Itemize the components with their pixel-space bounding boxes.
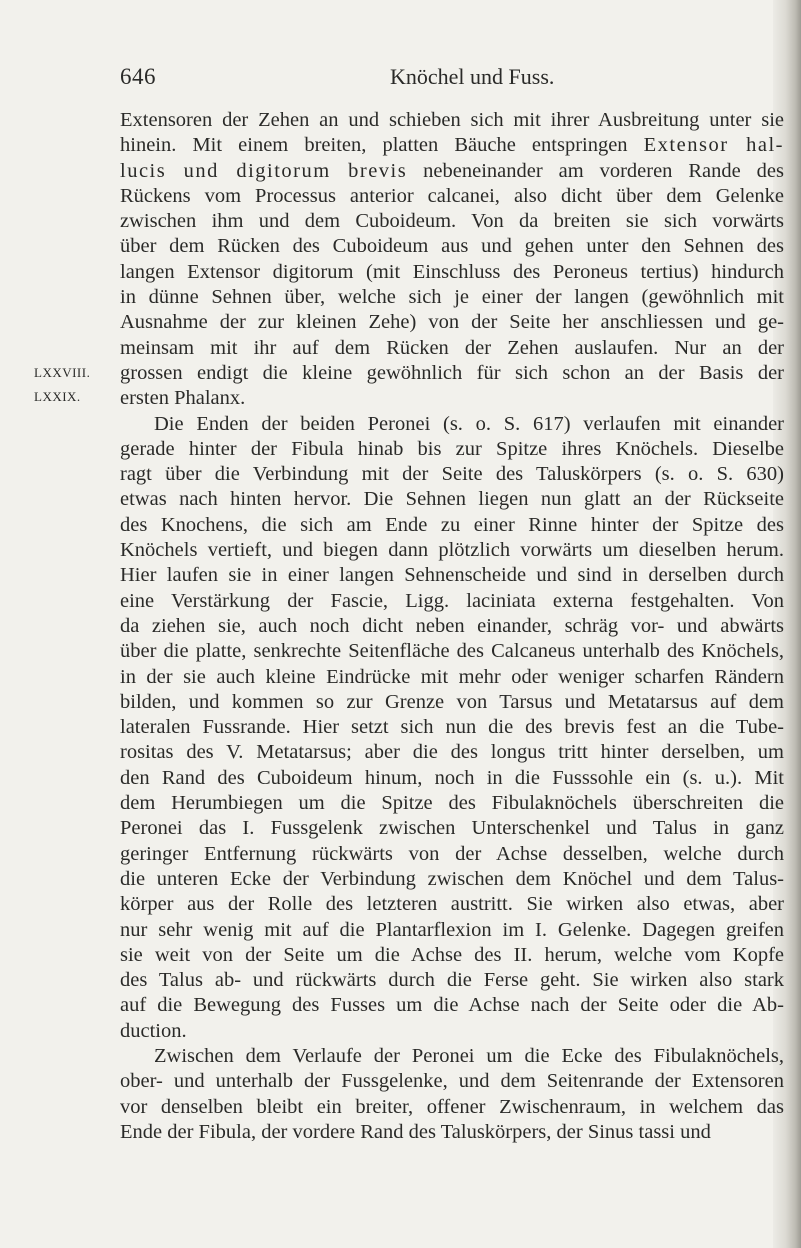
text-segment: geringer Entfernung rückwärts von der Achse desselben, welche durch	[120, 842, 784, 865]
text-segment: Ausnahme der zur kleinen Zehe) von der Seite her anschliessen und ge-	[120, 311, 784, 334]
running-head: Knöchel und Fuss.	[390, 64, 555, 89]
text-line	[120, 184, 784, 209]
text-line	[120, 234, 784, 259]
text-segment: Ende der Fibula, der vordere Rand des Taluskörpers, der Sinus tassi und	[120, 1120, 711, 1143]
text-line	[120, 968, 784, 993]
text-segment: des Talus ab- und rückwärts durch die Ferse geht. Sie wirken also stark	[120, 969, 784, 992]
text-line	[120, 740, 784, 765]
text-segment: etwas nach hinten hervor. Die Sehnen liegen nun glatt an der Rückseite	[120, 488, 784, 511]
text-line	[120, 614, 784, 639]
text-segment: ober- und unterhalb der Fussgelenke, und dem Seitenrande der Extensoren	[120, 1070, 784, 1093]
text-line	[120, 133, 784, 158]
text-line	[120, 260, 784, 285]
text-line	[120, 816, 784, 841]
page-header	[120, 64, 780, 94]
text-line	[120, 386, 784, 411]
text-segment: nur sehr wenig mit auf die Plantarflexion im I. Gelenke. Dagegen greifen	[120, 918, 784, 941]
text-line	[120, 690, 784, 715]
text-segment: lateralen Fussrande. Hier setzt sich nun die des brevis fest an die Tube-	[120, 716, 784, 739]
text-segment: Knöchels vertieft, und biegen dann plötzlich vorwärts um dieselben herum.	[120, 539, 784, 562]
text-line	[120, 892, 784, 917]
text-segment: ersten Phalanx.	[120, 387, 246, 410]
page-number: 646	[120, 64, 156, 89]
text-line	[120, 538, 784, 563]
text-segment: grossen endigt die kleine gewöhnlich für sich schon an der Basis der	[120, 361, 784, 384]
text-segment: dem Herumbiegen um die Spitze des Fibulaknöchels überschreiten die	[120, 792, 784, 815]
text-line	[120, 589, 784, 614]
text-line	[120, 285, 784, 310]
text-segment: körper aus der Rolle des letzteren austritt. Sie wirken also etwas, aber	[120, 893, 784, 916]
text-segment: über die platte, senkrechte Seitenfläche des Calcaneus unterhalb des Knöchels,	[120, 640, 784, 663]
text-line	[120, 437, 784, 462]
text-line	[120, 361, 784, 386]
text-line	[120, 867, 784, 892]
text-line	[120, 665, 784, 690]
text-line	[120, 715, 784, 740]
text-segment: sie weit von der Seite um die Achse des II. herum, welche vom Kopfe	[120, 943, 784, 966]
text-segment: langen Extensor digitorum (mit Einschluss des Peroneus tertius) hindurch	[120, 260, 784, 283]
text-line	[120, 563, 784, 588]
text-segment: lucis und digitorum brevis	[120, 159, 408, 182]
text-segment: Rückens vom Processus anterior calcanei, also dicht über dem Gelenke	[120, 184, 784, 207]
text-line	[120, 639, 784, 664]
text-segment: den Rand des Cuboideum hinum, noch in die Fusssohle ein (s. u.). Mit	[120, 766, 784, 789]
text-segment: Extensor hal-	[643, 134, 784, 157]
paragraph	[120, 108, 784, 412]
text-segment: Zwischen dem Verlaufe der Peronei um die Ecke des Fibulaknöchels,	[154, 1044, 784, 1067]
text-segment: rositas des V. Metatarsus; aber die des longus tritt hinter derselben, um	[120, 741, 784, 764]
text-segment: duction.	[120, 1019, 187, 1042]
text-line	[120, 513, 784, 538]
text-segment: auf die Bewegung des Fusses um die Achse nach der Seite oder die Ab-	[120, 994, 784, 1017]
margin-note: LXXVIII.	[34, 365, 91, 380]
paragraph	[120, 1044, 784, 1145]
text-line	[120, 108, 784, 133]
text-line	[120, 1120, 784, 1145]
text-segment: Hier laufen sie in einer langen Sehnenscheide und sind in derselben durch	[120, 564, 784, 587]
text-line	[120, 1095, 784, 1120]
text-segment: vor denselben bleibt ein breiter, offener Zwischenraum, in welchem das	[120, 1095, 784, 1118]
text-segment: bilden, und kommen so zur Grenze von Tarsus und Metatarsus auf dem	[120, 690, 784, 713]
text-segment: meinsam mit ihr auf dem Rücken der Zehen auslaufen. Nur an der	[120, 336, 784, 359]
margin-notes	[34, 361, 90, 409]
text-line	[120, 918, 784, 943]
text-line	[120, 1019, 784, 1044]
text-line	[120, 412, 784, 437]
body-text	[120, 108, 784, 1145]
text-line	[120, 993, 784, 1018]
text-segment: gerade hinter der Fibula hinab bis zur Spitze ihres Knöchels. Dieselbe	[120, 437, 784, 460]
text-line	[120, 1044, 784, 1069]
text-segment: nebeneinander am vorderen Rande des	[407, 159, 784, 182]
text-line	[120, 842, 784, 867]
text-line	[120, 766, 784, 791]
text-segment: Extensoren der Zehen an und schieben sich mit ihrer Ausbreitung unter sie	[120, 109, 784, 131]
text-segment: Peronei das I. Fussgelenk zwischen Unterschenkel und Talus in ganz	[120, 817, 784, 840]
paragraph	[120, 412, 784, 1044]
text-segment: in der sie auch kleine Eindrücke mit mehr oder weniger scharfen Rändern	[120, 665, 784, 688]
text-line	[120, 791, 784, 816]
text-line	[120, 1069, 784, 1094]
text-line	[120, 209, 784, 234]
text-segment: Die Enden der beiden Peronei (s. o. S. 617) verlaufen mit einander	[154, 412, 784, 435]
text-segment: ragt über die Verbindung mit der Seite des Taluskörpers (s. o. S. 630)	[120, 463, 784, 486]
text-line	[120, 159, 784, 184]
text-line	[120, 487, 784, 512]
text-line	[120, 336, 784, 361]
text-line	[120, 310, 784, 335]
text-segment: zwischen ihm und dem Cuboideum. Von da breiten sie sich vorwärts	[120, 210, 784, 233]
text-segment: die unteren Ecke der Verbindung zwischen dem Knöchel und dem Talus-	[120, 867, 784, 890]
text-segment: hinein. Mit einem breiten, platten Bäuche entspringen	[120, 134, 644, 157]
text-segment: in dünne Sehnen über, welche sich je einer der langen (gewöhnlich mit	[120, 286, 784, 309]
text-line	[120, 462, 784, 487]
text-line	[120, 943, 784, 968]
text-segment: über dem Rücken des Cuboideum aus und gehen unter den Sehnen des	[120, 235, 784, 258]
margin-note: LXXIX.	[34, 389, 81, 404]
text-segment: des Knochens, die sich am Ende zu einer Rinne hinter der Spitze des	[120, 513, 784, 536]
text-segment: eine Verstärkung der Fascie, Ligg. laciniata externa festgehalten. Von	[120, 589, 784, 612]
text-segment: da ziehen sie, auch noch dicht neben einander, schräg vor- und abwärts	[120, 614, 784, 637]
